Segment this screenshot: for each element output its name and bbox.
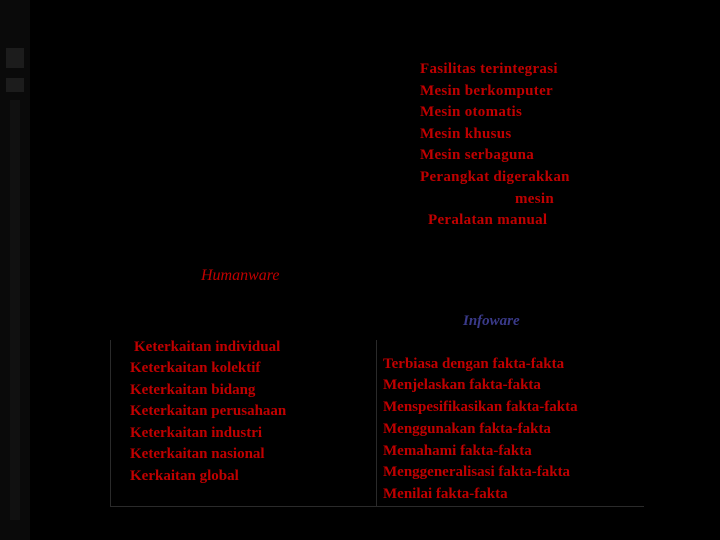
orgaware-item: Kerkaitan global xyxy=(130,468,239,484)
humanware-item: Kemampuan memperbaiki xyxy=(137,171,320,190)
orgaware-item: Keterkaitan industri xyxy=(130,425,263,441)
technoware-label: Technoware xyxy=(461,256,539,272)
humanware-label: Humanware xyxy=(201,267,280,284)
infoware-item: Menggeneralisasi fakta-fakta xyxy=(383,464,571,480)
humanware-item: Kemampuan meningkatkan xyxy=(122,97,313,116)
left-border xyxy=(110,340,111,506)
infoware-item: Menjelaskan fakta-fakta xyxy=(383,377,541,393)
technoware-item: Mesin otomatis xyxy=(420,104,523,120)
infoware-item: Menspesifikasikan fakta-fakta xyxy=(383,399,578,415)
technoware-item: Mesin khusus xyxy=(420,126,512,142)
orgaware-item: Keterkaitan nasional xyxy=(130,446,265,462)
infoware-label: Infoware xyxy=(463,313,520,329)
infoware-item: Terbiasa dengan fakta-fakta xyxy=(383,356,565,372)
humanware-item: Kemampuan mengeset xyxy=(142,195,296,214)
horizontal-divider xyxy=(110,506,644,507)
humanware-item: Kemampuan operasional xyxy=(147,220,318,239)
humanware-item: Kemampuan mengadaptasi xyxy=(126,122,313,141)
technoware-item: Peralatan manual xyxy=(428,212,548,228)
orgaware-item: Keterkaitan kolektif xyxy=(130,360,261,376)
decorative-bar xyxy=(6,78,24,92)
technoware-item: Mesin berkomputer xyxy=(420,83,554,99)
orgaware-item: Keterkaitan individual xyxy=(134,339,281,355)
technoware-item: Mesin serbaguna xyxy=(420,147,535,163)
orgaware-item: Keterkaitan bidang xyxy=(130,382,256,398)
decorative-bar xyxy=(10,100,20,520)
humanware-item: Kemampuan inovasi xyxy=(118,73,256,92)
infoware-item: Memahami fakta-fakta xyxy=(383,443,532,459)
humanware-item: Kemampuan reproduksi xyxy=(131,147,297,166)
infoware-item: Menggunakan fakta-fakta xyxy=(383,421,551,437)
orgaware-item: Keterkaitan perusahaan xyxy=(130,403,287,419)
decorative-bar xyxy=(6,48,24,68)
orgaware-label: Orgaware xyxy=(212,314,277,331)
vertical-divider xyxy=(376,340,377,506)
technoware-item: Perangkat digerakkan xyxy=(420,169,570,185)
technoware-item: Fasilitas terintegrasi xyxy=(420,61,558,77)
technoware-item: mesin xyxy=(515,191,554,207)
infoware-item: Menilai fakta-fakta xyxy=(383,486,508,502)
